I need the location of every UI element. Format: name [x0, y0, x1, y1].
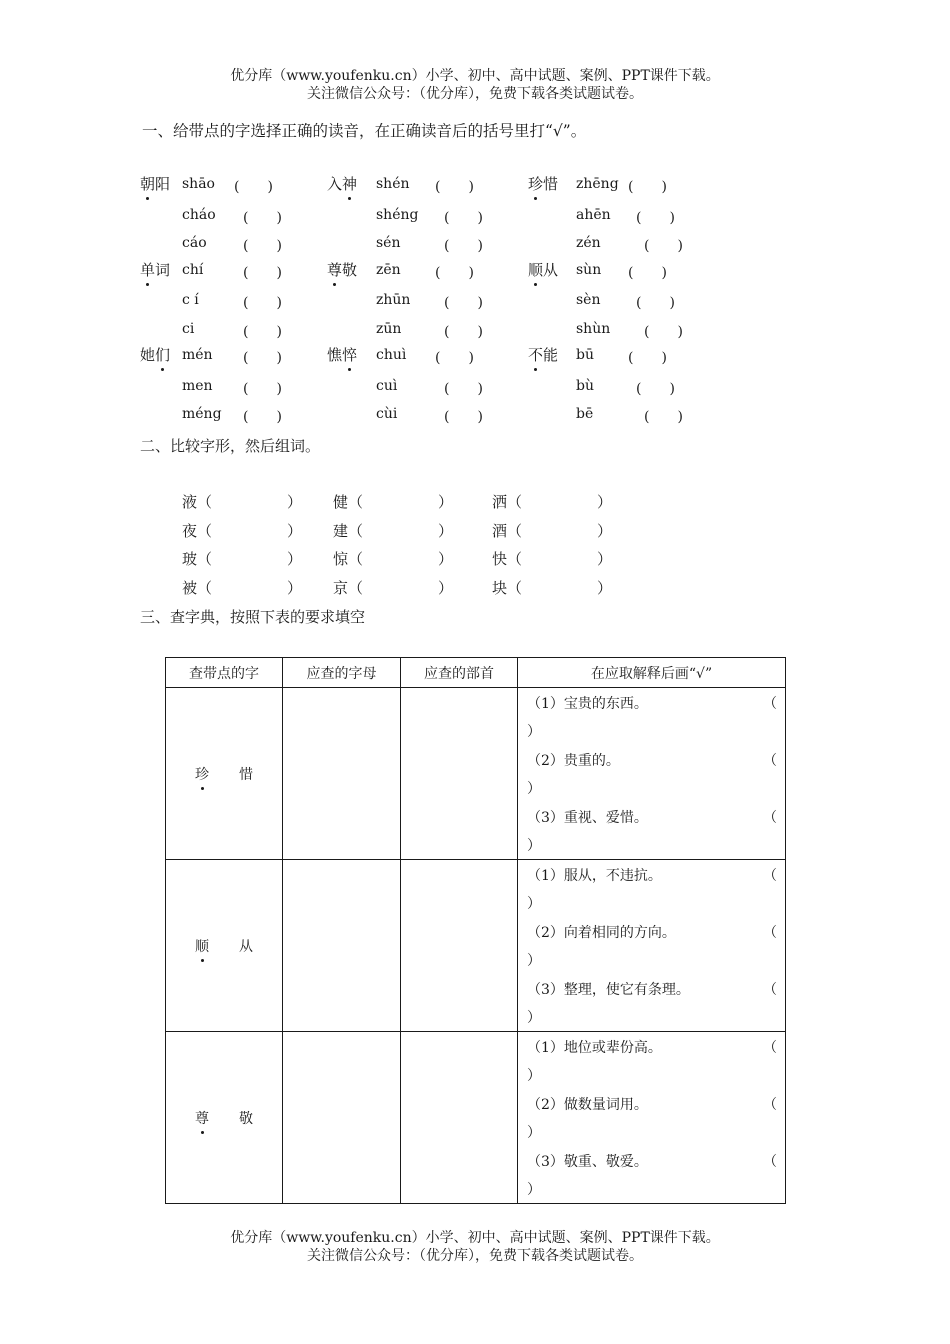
- word-char: 憔: [327, 346, 343, 364]
- compare-char: 玻: [182, 550, 198, 568]
- word-9: [528, 344, 558, 365]
- letter-answer-cell[interactable]: [283, 1032, 401, 1204]
- definitions-cell: [518, 1032, 786, 1204]
- answer-parentheses[interactable]: ( ): [243, 324, 282, 340]
- pinyin-option: cuì: [376, 378, 398, 394]
- definition-item: [518, 1089, 785, 1146]
- pinyin-option: cùi: [376, 406, 398, 422]
- radical-answer-cell[interactable]: [401, 1032, 518, 1204]
- pinyin-option: bù: [576, 378, 594, 394]
- compare-char: 快: [492, 550, 508, 568]
- check-paren-open[interactable]: （: [763, 696, 777, 712]
- dotted-char: 珍: [528, 175, 544, 193]
- header-radical: 应查的部首: [401, 658, 518, 688]
- pinyin-option: zūn: [376, 321, 402, 337]
- letter-answer-cell[interactable]: [283, 688, 401, 860]
- answer-parentheses[interactable]: ( ): [636, 210, 675, 226]
- dotted-char: 顺: [195, 936, 209, 956]
- table-cell-word: [166, 1032, 283, 1204]
- pinyin-option: mén: [182, 347, 213, 363]
- definition-item: [518, 917, 785, 974]
- definition-item: [518, 1032, 785, 1089]
- word-2: [327, 173, 357, 194]
- table-row: [166, 1032, 786, 1204]
- word-3: [528, 173, 558, 194]
- dictionary-table: [165, 657, 786, 1204]
- answer-parentheses[interactable]: ( ): [444, 295, 483, 311]
- header-meaning: 在应取解释后画“√”: [518, 658, 786, 688]
- pinyin-option: zén: [576, 235, 601, 251]
- word-4: [140, 259, 170, 280]
- compare-char: 液: [182, 493, 198, 511]
- pinyin-option: men: [182, 378, 213, 394]
- compare-item: [182, 577, 302, 598]
- table-row: [166, 688, 786, 860]
- check-paren-close[interactable]: ）: [527, 1010, 541, 1026]
- word-pair: [195, 939, 253, 955]
- check-paren-close[interactable]: ）: [527, 953, 541, 969]
- answer-parentheses[interactable]: ( ): [435, 179, 474, 195]
- compare-char: 洒: [492, 493, 508, 511]
- pinyin-option: sén: [376, 235, 401, 251]
- compare-item: [492, 548, 612, 569]
- check-paren-close[interactable]: ）: [527, 781, 541, 797]
- pinyin-option: shāo: [182, 176, 215, 192]
- definition-text: （3）重视、爱惜。: [527, 810, 648, 826]
- section2-title: 二、比较字形，然后组词。: [140, 437, 321, 455]
- answer-parentheses[interactable]: ( ): [435, 350, 474, 366]
- word-char: 能: [543, 346, 559, 364]
- header-line-2: 关注微信公众号：（优分库），免费下载各类试题试卷。: [307, 86, 643, 102]
- compare-item: [182, 491, 302, 512]
- dotted-char: 朝: [140, 175, 156, 193]
- answer-parentheses[interactable]: ( ): [243, 409, 282, 425]
- definition-text: （3）敬重、敬爱。: [527, 1154, 648, 1170]
- check-paren-close[interactable]: ）: [527, 724, 541, 740]
- section1-title: 一、给带点的字选择正确的读音，在正确读音后的括号里打“√”。: [142, 122, 587, 140]
- dotted-char: 单: [140, 261, 156, 279]
- answer-parentheses[interactable]: ( ): [644, 324, 683, 340]
- pinyin-option: sùn: [576, 262, 602, 278]
- dotted-char: 悴: [342, 346, 358, 364]
- word-8: [327, 344, 357, 365]
- dotted-char: 不: [528, 346, 544, 364]
- check-paren-open[interactable]: （: [763, 1097, 777, 1113]
- header-char: 查带点的字: [166, 658, 283, 688]
- compare-char: 块: [492, 579, 508, 597]
- compare-item: [333, 577, 453, 598]
- section3-title: 三、查字典，按照下表的要求填空: [140, 608, 366, 626]
- word-blank[interactable]: （ ）: [348, 522, 454, 540]
- compare-item: [333, 520, 453, 541]
- pinyin-option: shén: [376, 176, 410, 192]
- word-7: [140, 344, 170, 365]
- definition-text: （1）服从，不违抗。: [527, 868, 662, 884]
- definition-item: [518, 688, 785, 745]
- radical-answer-cell[interactable]: [401, 688, 518, 860]
- compare-item: [333, 548, 453, 569]
- word-blank[interactable]: （ ）: [348, 493, 454, 511]
- pinyin-option: ahēn: [576, 207, 611, 223]
- word-char: 入: [327, 175, 343, 193]
- word-blank[interactable]: （ ）: [507, 550, 613, 568]
- compare-item: [182, 548, 302, 569]
- word-blank[interactable]: （ ）: [507, 493, 613, 511]
- answer-parentheses[interactable]: ( ): [243, 350, 282, 366]
- answer-parentheses[interactable]: ( ): [644, 238, 683, 254]
- definition-text: （2）贵重的。: [527, 753, 620, 769]
- dotted-char: 珍: [195, 764, 209, 784]
- definition-item: [518, 802, 785, 859]
- answer-parentheses[interactable]: ( ): [243, 210, 282, 226]
- compare-item: [492, 520, 612, 541]
- compare-char: 京: [333, 579, 349, 597]
- answer-parentheses[interactable]: ( ): [628, 265, 667, 281]
- word-char: 阳: [155, 175, 171, 193]
- answer-parentheses[interactable]: ( ): [444, 324, 483, 340]
- compare-char: 被: [182, 579, 198, 597]
- check-paren-open[interactable]: （: [763, 1040, 777, 1056]
- answer-parentheses[interactable]: ( ): [444, 238, 483, 254]
- word-6: [528, 259, 558, 280]
- answer-parentheses[interactable]: ( ): [243, 265, 282, 281]
- dotted-char: 顺: [528, 261, 544, 279]
- footer-line-2: 关注微信公众号：（优分库），免费下载各类试题试卷。: [307, 1248, 643, 1264]
- pinyin-option: bē: [576, 406, 594, 422]
- answer-parentheses[interactable]: ( ): [628, 179, 667, 195]
- definition-item: [518, 1146, 785, 1203]
- dotted-char: 们: [155, 346, 171, 364]
- word-5: [327, 259, 357, 280]
- word-blank[interactable]: （ ）: [507, 522, 613, 540]
- table-row: [166, 860, 786, 1032]
- word-char: 从: [543, 261, 559, 279]
- definitions-cell: [518, 688, 786, 860]
- pinyin-option: zēn: [376, 262, 401, 278]
- pinyin-option: shéng: [376, 207, 419, 223]
- compare-item: [333, 491, 453, 512]
- word-char: 词: [155, 261, 171, 279]
- radical-answer-cell[interactable]: [401, 860, 518, 1032]
- word-blank[interactable]: （ ）: [348, 550, 454, 568]
- answer-parentheses[interactable]: ( ): [435, 265, 474, 281]
- check-paren-close[interactable]: ）: [527, 896, 541, 912]
- check-paren-open[interactable]: （: [763, 925, 777, 941]
- compare-char: 惊: [333, 550, 349, 568]
- word-char: 惜: [543, 175, 559, 193]
- table-cell-word: [166, 860, 283, 1032]
- pinyin-option: ci: [182, 321, 195, 337]
- pinyin-option: bū: [576, 347, 594, 363]
- definition-text: （2）做数量词用。: [527, 1097, 648, 1113]
- definitions-cell: [518, 860, 786, 1032]
- answer-parentheses[interactable]: ( ): [243, 295, 282, 311]
- pinyin-option: cháo: [182, 207, 216, 223]
- pinyin-option: zhūn: [376, 292, 411, 308]
- table-cell-word: [166, 688, 283, 860]
- compare-char: 酒: [492, 522, 508, 540]
- word-blank[interactable]: （ ）: [507, 579, 613, 597]
- definition-text: （1）宝贵的东西。: [527, 696, 648, 712]
- check-paren-close[interactable]: ）: [527, 1182, 541, 1198]
- dotted-char: 尊: [327, 261, 343, 279]
- pinyin-option: c í: [182, 292, 199, 308]
- word-pair: [195, 1111, 253, 1127]
- answer-parentheses[interactable]: ( ): [628, 350, 667, 366]
- dotted-char: 尊: [195, 1108, 209, 1128]
- answer-parentheses[interactable]: ( ): [234, 179, 273, 195]
- pinyin-option: chí: [182, 262, 204, 278]
- check-paren-open[interactable]: （: [763, 982, 777, 998]
- dotted-char: 神: [342, 175, 358, 193]
- pinyin-option: chuì: [376, 347, 407, 363]
- answer-parentheses[interactable]: ( ): [444, 381, 483, 397]
- word-blank[interactable]: （ ）: [348, 579, 454, 597]
- compare-char: 健: [333, 493, 349, 511]
- word-blank[interactable]: （ ）: [197, 522, 303, 540]
- word-char: 敬: [239, 1110, 253, 1127]
- answer-parentheses[interactable]: ( ): [243, 238, 282, 254]
- pinyin-option: sèn: [576, 292, 601, 308]
- word-char: 她: [140, 346, 156, 364]
- answer-parentheses[interactable]: ( ): [636, 381, 675, 397]
- check-paren-open[interactable]: （: [763, 1154, 777, 1170]
- check-paren-open[interactable]: （: [763, 753, 777, 769]
- definition-item: [518, 745, 785, 802]
- answer-parentheses[interactable]: ( ): [243, 381, 282, 397]
- pinyin-option: cáo: [182, 235, 207, 251]
- definition-text: （2）向着相同的方向。: [527, 925, 676, 941]
- word-1: [140, 173, 170, 194]
- word-char: 敬: [342, 261, 358, 279]
- table-header-row: [166, 658, 786, 688]
- footer-line-1: 优分库（www.youfenku.cn）小学、初中、高中试题、案例、PPT课件下载。: [230, 1230, 720, 1246]
- word-pair: [195, 767, 253, 783]
- definition-item: [518, 860, 785, 917]
- answer-parentheses[interactable]: ( ): [444, 409, 483, 425]
- definition-text: （3）整理，使它有条理。: [527, 982, 690, 998]
- word-char: 惜: [239, 766, 253, 783]
- check-paren-close[interactable]: ）: [527, 1068, 541, 1084]
- word-blank[interactable]: （ ）: [197, 493, 303, 511]
- word-blank[interactable]: （ ）: [197, 579, 303, 597]
- word-char: 从: [239, 938, 253, 955]
- letter-answer-cell[interactable]: [283, 860, 401, 1032]
- answer-parentheses[interactable]: ( ): [644, 409, 683, 425]
- compare-item: [492, 491, 612, 512]
- pinyin-option: shùn: [576, 321, 611, 337]
- check-paren-close[interactable]: ）: [527, 1125, 541, 1141]
- compare-char: 建: [333, 522, 349, 540]
- compare-item: [182, 520, 302, 541]
- compare-item: [492, 577, 612, 598]
- answer-parentheses[interactable]: ( ): [444, 210, 483, 226]
- word-blank[interactable]: （ ）: [197, 550, 303, 568]
- header-line-1: 优分库（www.youfenku.cn）小学、初中、高中试题、案例、PPT课件下载。: [230, 68, 720, 84]
- header-letter: 应查的字母: [283, 658, 401, 688]
- check-paren-open[interactable]: （: [763, 810, 777, 826]
- definition-item: [518, 974, 785, 1031]
- definition-text: （1）地位或辈份高。: [527, 1040, 662, 1056]
- pinyin-option: zhēng: [576, 176, 619, 192]
- compare-char: 夜: [182, 522, 198, 540]
- answer-parentheses[interactable]: ( ): [636, 295, 675, 311]
- check-paren-close[interactable]: ）: [527, 838, 541, 854]
- check-paren-open[interactable]: （: [763, 868, 777, 884]
- pinyin-option: méng: [182, 406, 222, 422]
